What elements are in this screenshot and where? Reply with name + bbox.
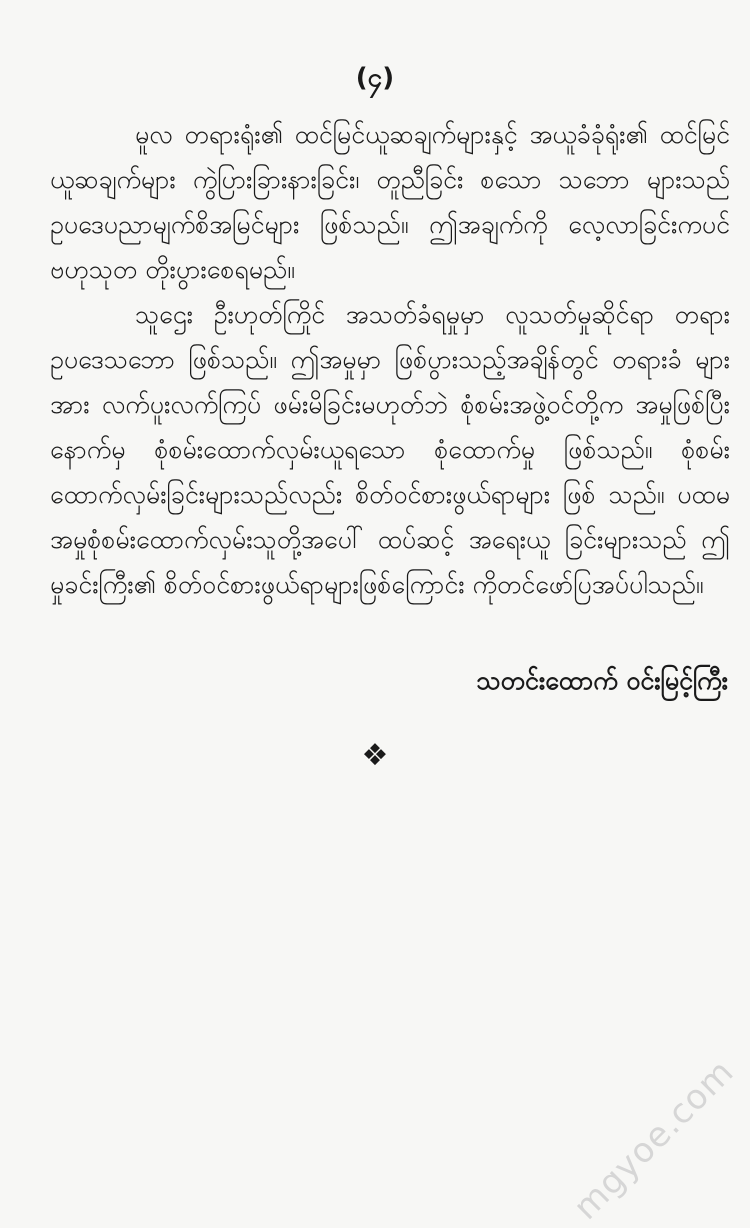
diamond-ornament-icon: ❖ xyxy=(361,738,389,773)
paragraph-1: မူလ တရားရုံး၏ ထင်မြင်ယူဆချက်များနှင့် အယူခံခုံရုံး၏ ထင်မြင်ယူဆချက်များ ကွဲပြားခြားနားခြင်း၊ တူညီခြင်း စသော သဘော များသည် ဥပဒေပညာမျက်စိအမြင်များ ဖြစ်သည်။ ဤအချက်ကို လေ့လာခြင်းကပင် ဗဟုသုတ တိုးပွားစေရမည်။ xyxy=(50,120,730,284)
body-text xyxy=(50,112,730,607)
watermark: mgyoe.com xyxy=(565,1051,742,1228)
paragraph-2: သူဌေး ဦးဟုတ်ကြိုင် အသတ်ခံရမှုမှာ လူသတ်မှုဆိုင်ရာ တရား ဥပဒေသဘော ဖြစ်သည်။ ဤအမှုမှာ ဖြစ်ပွားသည့်အချိန်တွင် တရားခံ များအား လက်ပူးလက်ကြပ် ဖမ်းမိခြင်းမဟုတ်ဘဲ စုံစမ်းအဖွဲ့ဝင်တို့က အမှုဖြစ်ပြီးနောက်မှ စုံစမ်းထောက်လှမ်းယူရသော စုံထောက်မှု ဖြစ်သည်။ စုံစမ်းထောက်လှမ်းခြင်းများသည်လည်း စိတ်ဝင်စားဖွယ်ရာများ ဖြစ် သည်။ ပထမ အမှုစုံစမ်းထောက်လှမ်းသူတို့အပေါ် ထပ်ဆင့် အရေးယူ ခြင်းများသည် ဤမှုခင်းကြီး၏ စိတ်ဝင်စားဖွယ်ရာများဖြစ်ကြောင်း ကိုတင်ဖော်ပြအပ်ပါသည်။ xyxy=(50,300,730,599)
author-signature: သတင်းထောက် ဝင်းမြင့်ကြီး xyxy=(476,666,728,695)
page-number: (၄) xyxy=(355,63,395,93)
